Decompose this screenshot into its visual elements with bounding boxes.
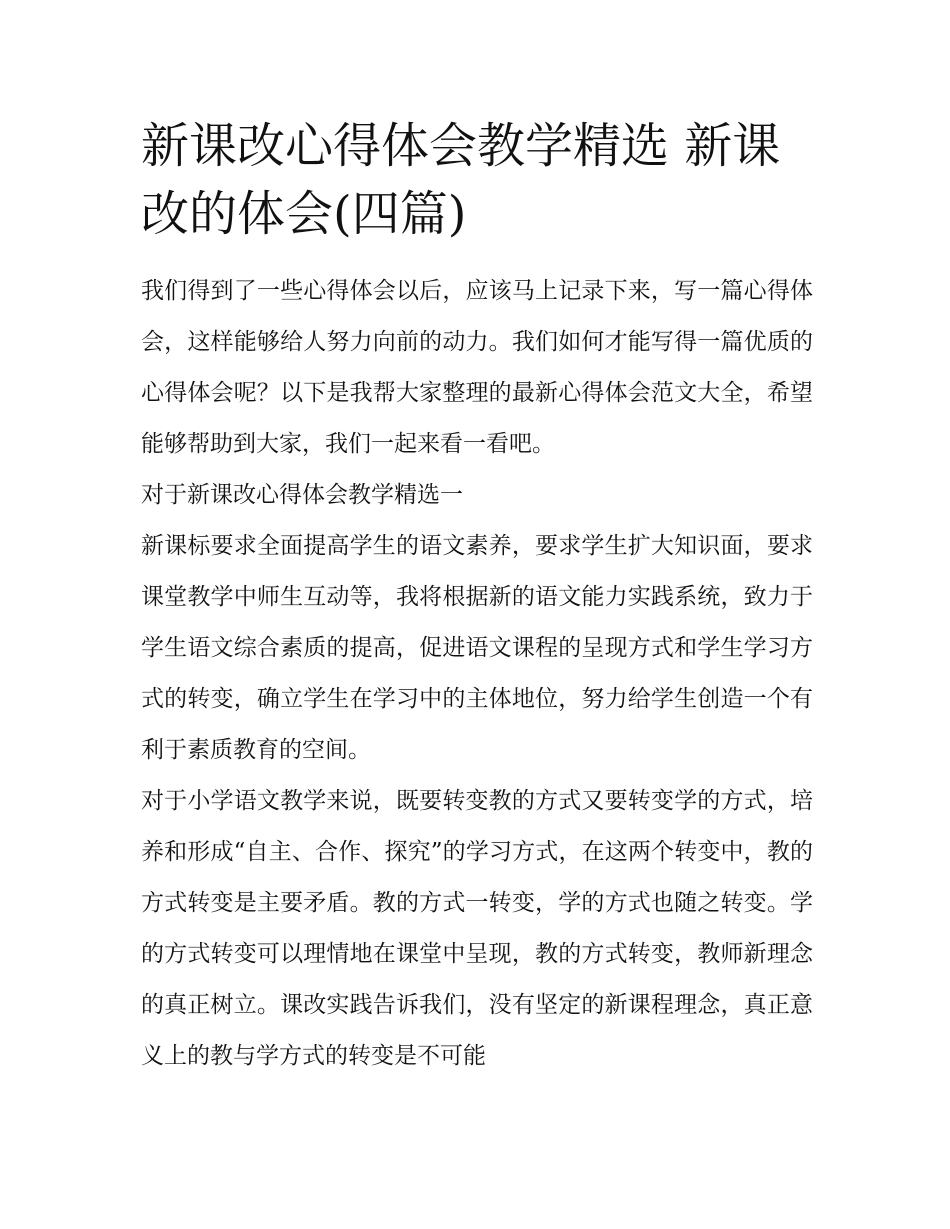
body-paragraph-2: 对于小学语文教学来说，既要转变教的方式又要转变学的方式，培养和形成“自主、合作、探究”的学习方式，在这两个转变中，教的方式转变是主要矛盾。教的方式一转变，学的方式也随之转变。学的方式转变可以理情地在课堂中呈现，教的方式转变，教师新理念的真正树立。课改实践告诉我们，没有坚定的新课程理念，真正意义上的教与学方式的转变是不可能: [141, 788, 813, 1069]
body-paragraph-1: 新课标要求全面提高学生的语文素养，要求学生扩大知识面，要求课堂教学中师生互动等，我将根据新的语文能力实践系统，致力于学生语文综合素质的提高，促进语文课程的呈现方式和学生学习方式的转变，确立学生在学习中的主体地位，努力给学生创造一个有利于素质教育的空间。: [141, 533, 813, 763]
document-title: 新课改心得体会教学精选 新课改的体会(四篇): [141, 118, 781, 242]
intro-paragraph: 我们得到了一些心得体会以后，应该马上记录下来，写一篇心得体会，这样能够给人努力向前的动力。我们如何才能写得一篇优质的心得体会呢？以下是我帮大家整理的最新心得体会范文大全，希望能够帮助到大家，我们一起来看一看吧。: [141, 278, 813, 457]
section-heading: 对于新课改心得体会教学精选一: [141, 482, 463, 508]
document-body: [141, 112, 813, 1082]
